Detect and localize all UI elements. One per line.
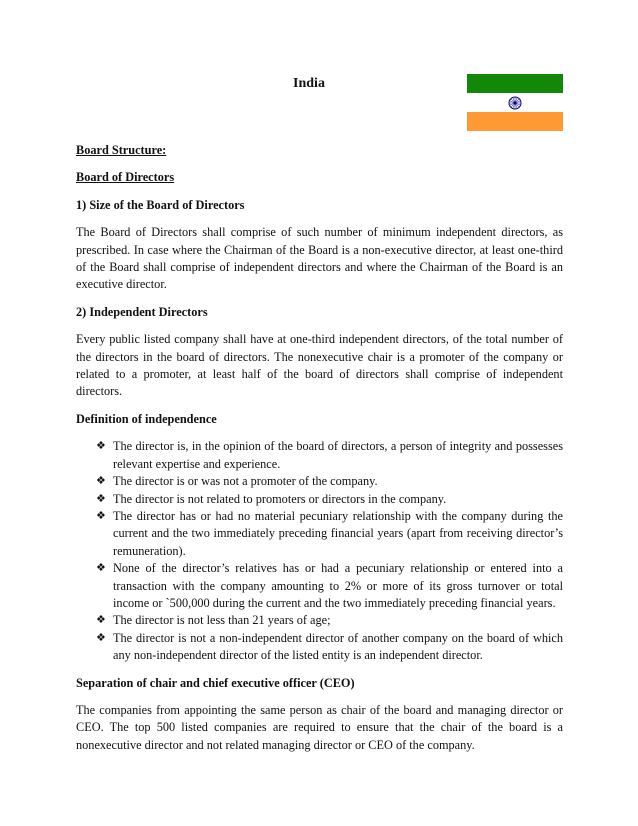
diamond-bullet-icon: ❖ bbox=[96, 614, 106, 627]
heading-board-of-directors: Board of Directors bbox=[76, 170, 175, 185]
paragraph-separation: The companies from appointing the same person as chair of the board and managing director or CEO. The top 500 listed companies are required to ensure that the chair of the board is a nonexecutive director and not related managing director or CEO of the company. bbox=[76, 702, 563, 752]
list-item bbox=[96, 612, 563, 629]
diamond-bullet-icon: ❖ bbox=[96, 475, 106, 488]
list-item bbox=[96, 560, 563, 612]
heading-independent: 2) Independent Directors bbox=[76, 304, 208, 319]
list-item-text: The director is not related to promoters or directors in the company. bbox=[113, 491, 447, 506]
list-item-text: The director is or was not a promoter of the company. bbox=[113, 474, 378, 489]
heading-board-structure: Board Structure: bbox=[76, 143, 167, 157]
paragraph-independent: Every public listed company shall have at one-third independent directors, of the total number of the directors in the board of directors. The nonexecutive chair is a promoter of the company or related to a promoter, at least half of the board of directors shall comprise of independent directors. bbox=[76, 332, 563, 399]
heading-separation: Separation of chair and chief executive officer (CEO) bbox=[76, 675, 355, 690]
list-item bbox=[96, 491, 563, 508]
list-item bbox=[96, 473, 563, 490]
heading-size: 1) Size of the Board of Directors bbox=[76, 197, 245, 212]
paragraph-size: The Board of Directors shall comprise of such number of minimum independent directors, as prescribed. In case where the Chairman of the Board is a non-executive director, at least one-third of the Board shall comprise of independent directors and where the Chairman of the Board is an executive director. bbox=[76, 225, 563, 292]
diamond-bullet-icon: ❖ bbox=[96, 631, 106, 644]
page-title: India bbox=[293, 76, 325, 91]
list-item-text: The director is not a non-independent director of another company on the board of which any non-independent director of the listed entity is an independent director. bbox=[113, 630, 563, 663]
flag-band-green bbox=[467, 74, 563, 93]
diamond-bullet-icon: ❖ bbox=[96, 509, 106, 522]
list-item bbox=[96, 438, 563, 473]
list-item-text: The director is not less than 21 years of age; bbox=[113, 613, 331, 628]
flag-band-white bbox=[467, 93, 563, 112]
india-flag bbox=[467, 74, 563, 131]
list-item-text: The director has or had no material pecuniary relationship with the company during the current and the two immediately preceding financial years (apart from receiving director’s remuneration). bbox=[113, 508, 563, 558]
diamond-bullet-icon: ❖ bbox=[96, 440, 106, 453]
list-item bbox=[96, 630, 563, 665]
flag-band-saffron bbox=[467, 112, 563, 131]
document-body bbox=[76, 142, 563, 764]
list-item-text: The director is, in the opinion of the board of directors, a person of integrity and possesses relevant expertise and experience. bbox=[113, 439, 563, 471]
diamond-bullet-icon: ❖ bbox=[96, 492, 106, 505]
ashoka-chakra-icon bbox=[508, 96, 522, 110]
diamond-bullet-icon: ❖ bbox=[96, 562, 106, 575]
heading-definition: Definition of independence bbox=[76, 411, 217, 426]
independence-criteria-list bbox=[76, 438, 563, 664]
list-item-text: None of the director’s relatives has or had a pecuniary relationship or entered into a transaction with the company amounting to 2% or more of its gross turnover or total income or `500,000 during the current and the two immediately preceding financial years. bbox=[113, 561, 563, 610]
list-item bbox=[96, 508, 563, 560]
